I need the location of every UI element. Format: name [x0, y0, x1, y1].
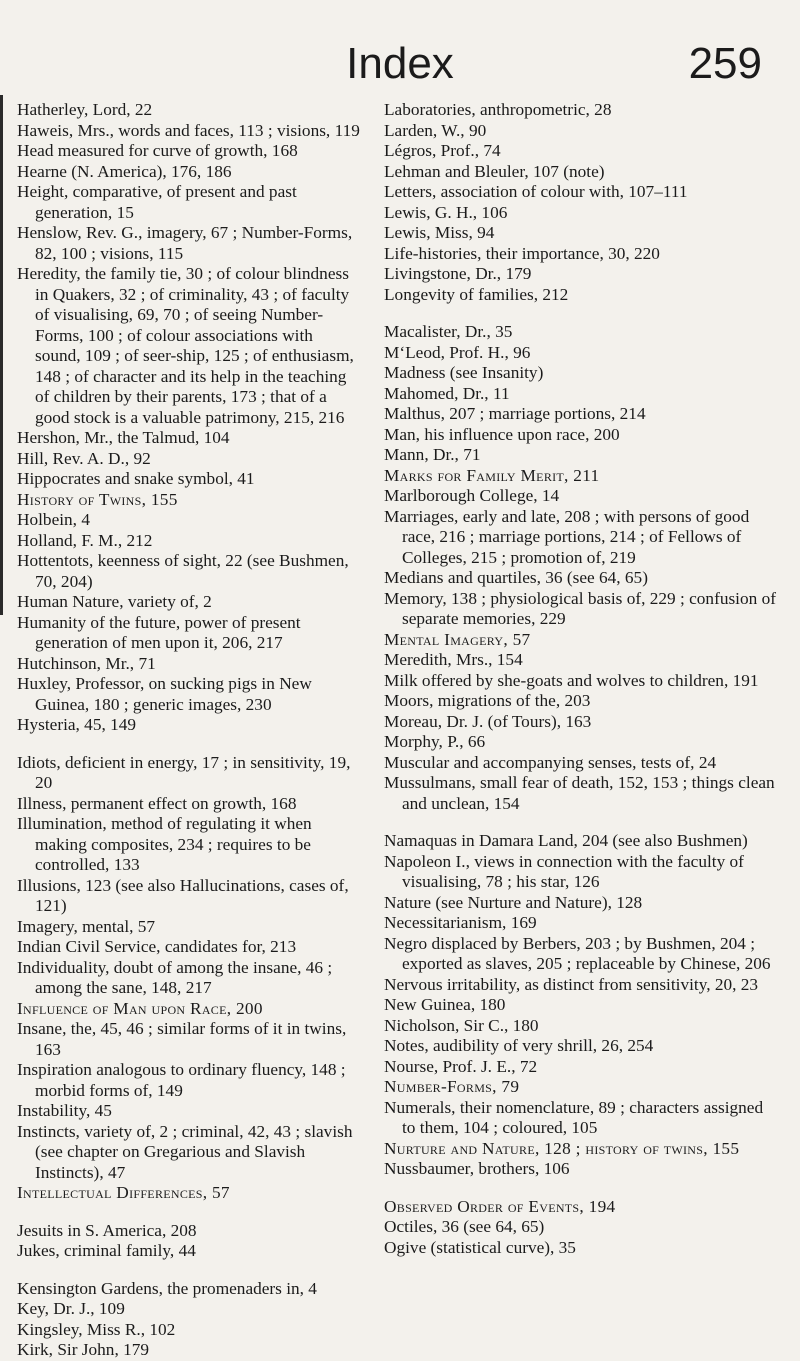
index-entry: Holbein, 4: [17, 510, 90, 529]
index-entry: Lewis, Miss, 94: [384, 223, 495, 242]
index-entry: Idiots, deficient in energy, 17 ; in sensitivity, 19, 20: [17, 752, 351, 792]
index-entry: Nicholson, Sir C., 180: [384, 1015, 539, 1035]
index-entry: Imagery, mental, 57: [17, 916, 156, 936]
index-entry: Illness, permanent effect on growth, 168: [17, 793, 297, 813]
index-entry: Laboratories, anthropometric, 28: [384, 100, 612, 119]
index-entry: Intellectual Differences, 57: [17, 1183, 230, 1202]
index-entry: Memory, 138 ; physiological basis of, 229 ; confusion of separate memories, 229: [384, 588, 776, 628]
index-entry: Indian Civil Service, candidates for, 213: [17, 937, 297, 956]
index-entry: Necessitarianism, 169: [384, 913, 537, 932]
index-entry: Hershon, Mr., the Talmud, 104: [17, 428, 230, 447]
index-entry: Human Nature, variety of, 2: [17, 592, 212, 611]
index-entry: Morphy, P., 66: [384, 732, 486, 751]
index-entry: Inspiration analogous to ordinary fluency, 148 ; morbid forms of, 149: [17, 1060, 346, 1100]
index-entry: Hill, Rev. A. D., 92: [17, 448, 151, 468]
page-number: 259: [688, 39, 762, 88]
index-entry: Livingstone, Dr., 179: [384, 264, 532, 283]
index-entry: Hippocrates and snake symbol, 41: [17, 469, 255, 488]
index-entry: Instincts, variety of, 2 ; criminal, 42, 43 ; slavish (see chapter on Gregarious and Slavish Instincts), 47: [17, 1121, 353, 1182]
index-entry: Meredith, Mrs., 154: [384, 650, 523, 669]
index-entry: Nervous irritability, as distinct from sensitivity, 20, 23: [384, 974, 759, 994]
index-entry: Moors, migrations of the, 203: [384, 691, 591, 710]
index-entry: Hearne (N. America), 176, 186: [17, 161, 232, 181]
index-entry: Nature (see Nurture and Nature), 128: [384, 892, 643, 912]
index-entry: Milk offered by she-goats and wolves to children, 191: [384, 670, 759, 690]
index-entry: Notes, audibility of very shrill, 26, 254: [384, 1036, 654, 1055]
index-entry: Insane, the, 45, 46 ; similar forms of it in twins, 163: [17, 1019, 347, 1059]
index-entry: Kingsley, Miss R., 102: [17, 1319, 176, 1339]
index-entry: Mental Imagery, 57: [384, 629, 531, 649]
index-entry: Illusions, 123 (see also Hallucinations, cases of, 121): [17, 875, 349, 915]
index-entry: Nussbaumer, brothers, 106: [384, 1159, 570, 1178]
index-entry: Napoleon I., views in connection with the faculty of visualising, 78 ; his star, 126: [384, 851, 744, 891]
index-entry: Medians and quartiles, 36 (see 64, 65): [384, 568, 648, 587]
index-entry: Huxley, Professor, on sucking pigs in New Guinea, 180 ; generic images, 230: [17, 674, 312, 714]
index-entry: Ogive (statistical curve), 35: [384, 1237, 576, 1257]
index-entry: Lehman and Bleuler, 107 (note): [384, 161, 605, 181]
index-entry: Madness (see Insanity): [384, 363, 544, 382]
index-entry: Influence of Man upon Race, 200: [17, 998, 263, 1018]
index-entry: Hottentots, keenness of sight, 22 (see Bushmen, 70, 204): [17, 551, 349, 591]
index-entry: Holland, F. M., 212: [17, 530, 153, 550]
index-entry: Henslow, Rev. G., imagery, 67 ; Number-Forms, 82, 100 ; visions, 115: [17, 223, 353, 263]
index-entry: Nourse, Prof. J. E., 72: [384, 1056, 538, 1076]
index-entry: Jukes, criminal family, 44: [17, 1241, 196, 1260]
index-entry: Moreau, Dr. J. (of Tours), 163: [384, 711, 592, 731]
index-entry: Instability, 45: [17, 1101, 112, 1120]
index-entry: Heredity, the family tie, 30 ; of colour blindness in Quakers, 32 ; of criminality, 43 ; of faculty of visualising, 69, 70 ; of seeing Number-Forms, 100 ; of colour associations with sound, 109 ; of seer-ship, 125 ; of enthusiasm, 148 ; of character and its help in the teaching of children by their parents, 173 ; that of a good stock is a valuable patrimony, 215, 216: [17, 264, 354, 427]
index-entry: Muscular and accompanying senses, tests of, 24: [384, 752, 717, 772]
index-entry: Numerals, their nomenclature, 89 ; characters assigned to them, 104 ; coloured, 105: [384, 1097, 764, 1137]
index-entry: Jesuits in S. America, 208: [17, 1220, 197, 1240]
index-entry: Marks for Family Merit, 211: [384, 465, 600, 485]
page-edge-shadow: [0, 95, 3, 615]
index-entry: Individuality, doubt of among the insane, 46 ; among the sane, 148, 217: [17, 957, 333, 997]
index-entry: Larden, W., 90: [384, 120, 487, 140]
page-header: [0, 38, 800, 98]
index-entry: Head measured for curve of growth, 168: [17, 141, 298, 160]
index-entry: Key, Dr. J., 109: [17, 1299, 125, 1318]
index-entry: Lewis, G. H., 106: [384, 202, 508, 222]
index-entry: Mann, Dr., 71: [384, 445, 481, 464]
page-title: Index: [346, 39, 454, 88]
index-entry: Negro displaced by Berbers, 203 ; by Bushmen, 204 ; exported as slaves, 205 ; replaceable by Chinese, 206: [384, 933, 771, 973]
index-entry: Humanity of the future, power of present generation of men upon it, 206, 217: [17, 612, 301, 652]
index-column-right: [384, 100, 779, 1258]
index-entry: Kirk, Sir John, 179: [17, 1340, 150, 1359]
index-entry: Marriages, early and late, 208 ; with persons of good race, 216 ; marriage portions, 214 ; of Fellows of Colleges, 215 ; promotion of, 219: [384, 506, 750, 567]
index-entry: Namaquas in Damara Land, 204 (see also Bushmen): [384, 831, 748, 850]
index-entry: Height, comparative, of present and past generation, 15: [17, 182, 297, 222]
index-entry: Hysteria, 45, 149: [17, 715, 137, 734]
index-entry: Hutchinson, Mr., 71: [17, 653, 156, 673]
index-entry: Mussulmans, small fear of death, 152, 153 ; things clean and unclean, 154: [384, 773, 775, 813]
index-entry: M‘Leod, Prof. H., 96: [384, 342, 531, 362]
index-entry: Longevity of families, 212: [384, 284, 569, 304]
index-entry: Man, his influence upon race, 200: [384, 424, 620, 444]
index-entry: Life-histories, their importance, 30, 220: [384, 243, 660, 263]
index-entry: Macalister, Dr., 35: [384, 322, 513, 341]
index-entry: Marlborough College, 14: [384, 486, 560, 505]
index-entry: Illumination, method of regulating it when making composites, 234 ; requires to be controlled, 133: [17, 814, 312, 874]
index-entry: Malthus, 207 ; marriage portions, 214: [384, 404, 646, 423]
index-entry: Octiles, 36 (see 64, 65): [384, 1217, 545, 1236]
index-entry: Number-Forms, 79: [384, 1077, 520, 1096]
index-entry: Kensington Gardens, the promenaders in, 4: [17, 1278, 317, 1298]
index-entry: Légros, Prof., 74: [384, 141, 501, 160]
index-entry: Nurture and Nature, 128 ; history of twins, 155: [384, 1138, 740, 1158]
index-entry: Hatherley, Lord, 22: [17, 100, 153, 119]
index-entry: History of Twins, 155: [17, 489, 178, 509]
index-entry: New Guinea, 180: [384, 995, 506, 1014]
index-entry: Observed Order of Events, 194: [384, 1196, 616, 1216]
index-column-left: [17, 100, 362, 1361]
index-entry: Letters, association of colour with, 107–111: [384, 182, 688, 201]
index-entry: Mahomed, Dr., 11: [384, 383, 510, 403]
index-entry: Haweis, Mrs., words and faces, 113 ; visions, 119: [17, 120, 360, 140]
